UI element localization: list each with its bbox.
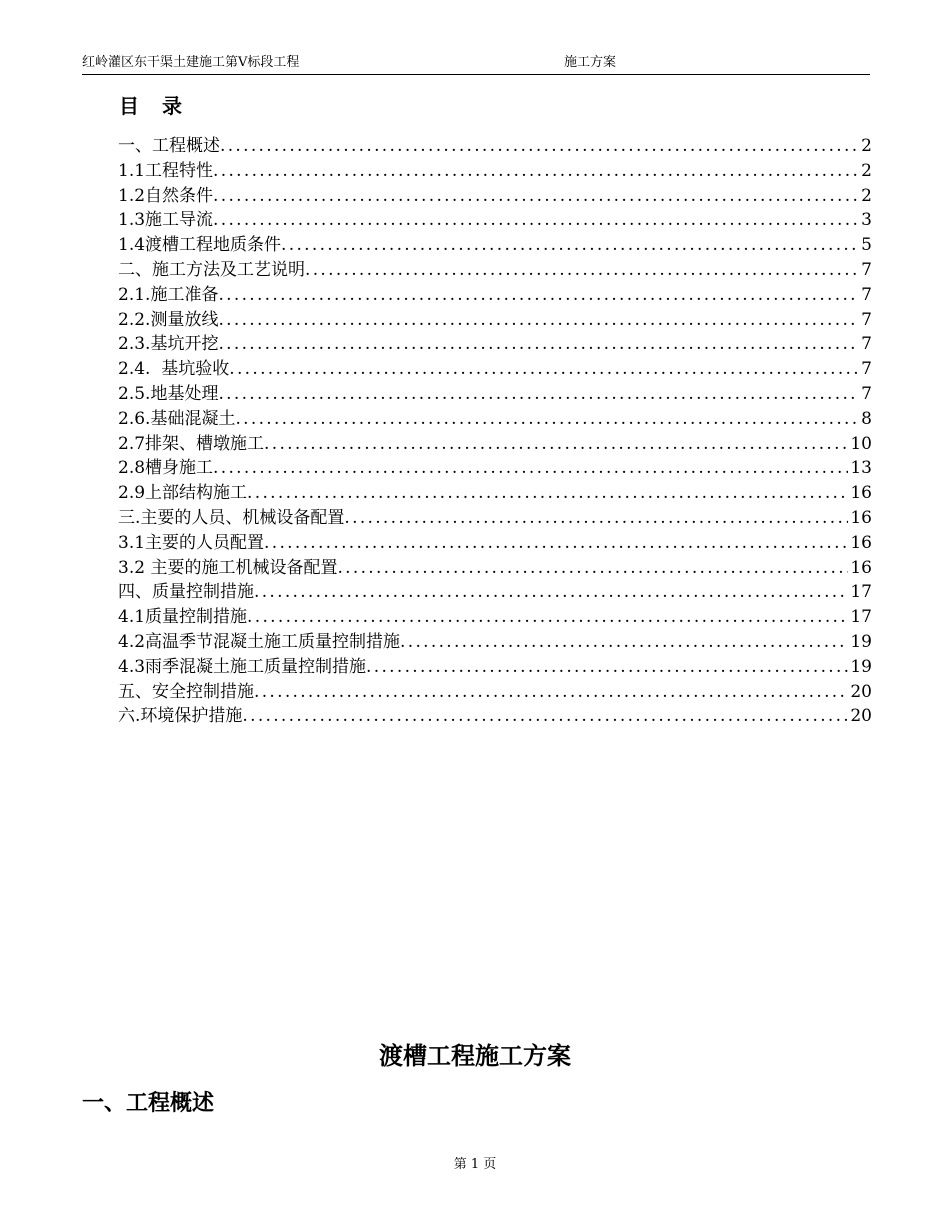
toc-entry-page: 19	[850, 656, 872, 677]
toc-entry-page: 8	[861, 408, 872, 429]
toc-dot-leader	[254, 680, 848, 705]
toc-entry-page: 20	[850, 706, 872, 727]
toc-dot-leader	[220, 134, 859, 159]
toc-dot-leader	[213, 208, 859, 233]
toc-entry-page: 3	[861, 210, 872, 231]
toc-entry-label: 六.环境保护措施	[118, 706, 243, 727]
toc-entry-label: 1.3施工导流	[118, 210, 214, 231]
header-project-name: 红岭灌区东干渠土建施工第Ⅴ标段工程	[82, 55, 300, 70]
toc-entry[interactable]	[118, 580, 872, 605]
toc-entry-page: 13	[850, 458, 872, 479]
toc-entry[interactable]	[118, 382, 872, 407]
toc-dot-leader	[242, 704, 848, 729]
section-heading: 一、工程概述	[82, 1090, 215, 1116]
toc-dot-leader	[213, 456, 848, 481]
toc-entry[interactable]	[118, 258, 872, 283]
toc-entry-label: 四、质量控制措施	[118, 582, 254, 603]
toc-entry[interactable]	[118, 357, 872, 382]
toc-dot-leader	[218, 332, 859, 357]
toc-entry-page: 2	[861, 160, 872, 181]
toc-entry-page: 20	[850, 681, 872, 702]
toc-dot-leader	[247, 605, 848, 630]
toc-entry[interactable]	[118, 332, 872, 357]
toc-entry[interactable]	[118, 233, 872, 258]
toc-entry-page: 16	[850, 557, 872, 578]
toc-entry-page: 7	[861, 309, 872, 330]
toc-entry-label: 五、安全控制措施	[118, 681, 254, 702]
toc-entry-page: 17	[850, 582, 872, 603]
toc-entry[interactable]	[118, 704, 872, 729]
toc-entry[interactable]	[118, 432, 872, 457]
toc-entry[interactable]	[118, 283, 872, 308]
toc-entry[interactable]	[118, 159, 872, 184]
toc-title: 目 录	[119, 94, 190, 118]
toc-entry-label: 2.9上部结构施工	[118, 483, 248, 504]
toc-dot-leader	[213, 184, 859, 209]
toc-entry-label: 2.8槽身施工	[118, 458, 214, 479]
toc-dot-leader	[218, 308, 859, 333]
toc-entry[interactable]	[118, 680, 872, 705]
toc-entry-label: 2.4. 基坑验收	[118, 359, 230, 380]
toc-entry-label: 2.5.地基处理	[118, 383, 219, 404]
toc-dot-leader	[235, 407, 859, 432]
toc-entry-label: 2.2.测量放线	[118, 309, 219, 330]
toc-entry[interactable]	[118, 134, 872, 159]
toc-entry-label: 1.1工程特性	[118, 160, 214, 181]
toc-dot-leader	[254, 580, 848, 605]
toc-entry-label: 4.2高温季节混凝土施工质量控制措施	[118, 631, 401, 652]
table-of-contents	[118, 134, 872, 729]
toc-dot-leader	[400, 630, 848, 655]
toc-entry[interactable]	[118, 407, 872, 432]
toc-dot-leader	[218, 382, 859, 407]
toc-entry-label: 1.2自然条件	[118, 185, 214, 206]
toc-entry-page: 2	[861, 136, 872, 156]
toc-dot-leader	[264, 432, 848, 457]
toc-entry-label: 2.6.基础混凝土	[118, 408, 236, 429]
toc-entry-label: 4.3雨季混凝土施工质量控制措施	[118, 656, 367, 677]
toc-entry[interactable]	[118, 481, 872, 506]
toc-entry[interactable]	[118, 308, 872, 333]
toc-entry[interactable]	[118, 556, 872, 581]
toc-entry-label: 3.1主要的人员配置	[118, 532, 265, 553]
toc-entry[interactable]	[118, 456, 872, 481]
toc-entry-page: 7	[861, 259, 872, 280]
toc-dot-leader	[213, 159, 859, 184]
toc-dot-leader	[218, 283, 859, 308]
toc-entry-label: 一、工程概述	[118, 136, 220, 156]
toc-entry-page: 2	[861, 185, 872, 206]
document-title: 渡槽工程施工方案	[379, 1041, 571, 1070]
toc-entry-label: 2.1.施工准备	[118, 284, 219, 305]
toc-entry-label: 1.4渡槽工程地质条件	[118, 235, 282, 256]
toc-entry[interactable]	[118, 655, 872, 680]
toc-entry-label: 2.3.基坑开挖	[118, 334, 219, 355]
toc-entry-label: 三.主要的人员、机械设备配置	[118, 507, 345, 528]
page-header	[82, 55, 870, 75]
toc-entry-page: 16	[850, 532, 872, 553]
toc-entry-label: 4.1质量控制措施	[118, 607, 248, 628]
header-document-type: 施工方案	[564, 55, 617, 70]
page-footer: 第 1 页	[453, 1157, 497, 1172]
toc-entry[interactable]	[118, 506, 872, 531]
toc-entry-page: 16	[850, 483, 872, 504]
toc-entry[interactable]	[118, 605, 872, 630]
toc-entry-page: 19	[850, 631, 872, 652]
toc-entry[interactable]	[118, 208, 872, 233]
toc-dot-leader	[337, 556, 848, 581]
toc-dot-leader	[229, 357, 859, 382]
toc-dot-leader	[305, 258, 859, 283]
toc-entry-page: 7	[861, 359, 872, 380]
toc-entry-page: 7	[861, 383, 872, 404]
toc-entry-label: 二、施工方法及工艺说明	[118, 259, 305, 280]
toc-entry-page: 5	[861, 235, 872, 256]
toc-entry[interactable]	[118, 531, 872, 556]
toc-dot-leader	[344, 506, 848, 531]
toc-entry[interactable]	[118, 630, 872, 655]
toc-entry-page: 7	[861, 334, 872, 355]
toc-entry[interactable]	[118, 184, 872, 209]
toc-entry-label: 2.7排架、槽墩施工	[118, 433, 265, 454]
toc-entry-page: 16	[850, 507, 872, 528]
toc-entry-page: 10	[850, 433, 872, 454]
toc-dot-leader	[264, 531, 848, 556]
toc-dot-leader	[366, 655, 848, 680]
toc-entry-page: 7	[861, 284, 872, 305]
toc-entry-page: 17	[850, 607, 872, 628]
toc-entry-label: 3.2 主要的施工机械设备配置	[118, 557, 338, 578]
toc-dot-leader	[247, 481, 848, 506]
toc-dot-leader	[281, 233, 859, 258]
